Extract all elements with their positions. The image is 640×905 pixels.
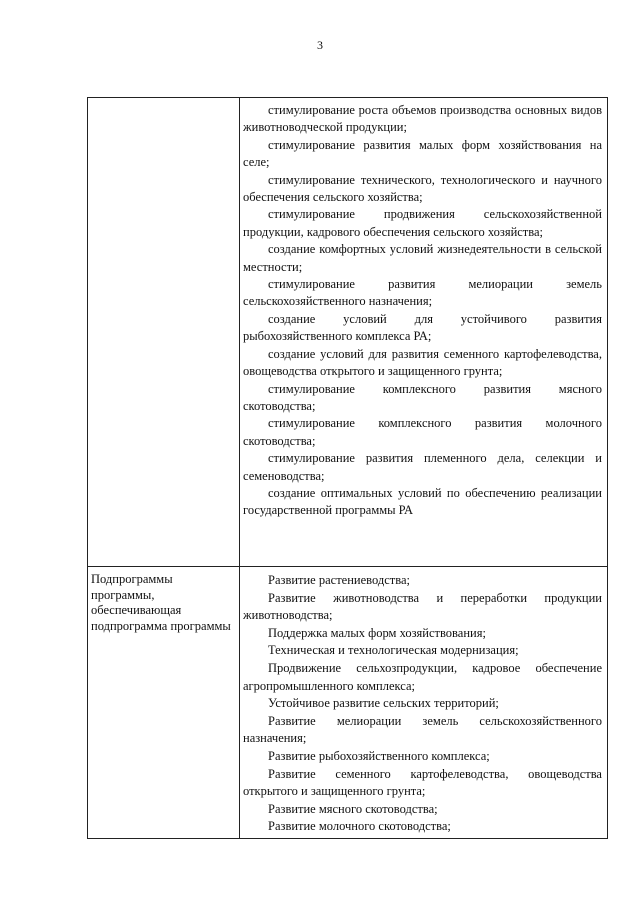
list-item: Устойчивое развитие сельских территорий;: [268, 696, 499, 711]
table-row: [88, 567, 608, 839]
list-item: стимулирование развития мелиорации земель сельскохозяйственного назначения;: [243, 277, 602, 309]
list-item: стимулирование комплексного развития молочного скотоводства;: [243, 416, 602, 448]
list-item: стимулирование комплексного развития мясного скотоводства;: [243, 381, 602, 413]
list-item: Развитие молочного скотоводства;: [268, 819, 451, 834]
row-content-cell: [240, 98, 608, 567]
list-item: стимулирование технического, технологического и научного обеспечения сельского хозяйства;: [243, 172, 602, 205]
list-item: Развитие семенного картофелеводства, овощеводства открытого и защищенного грунта;: [243, 766, 602, 799]
list-item: создание условий для устойчивого развития рыбохозяйственного комплекса РА;: [243, 311, 602, 344]
row-label-cell: [88, 567, 240, 839]
list-item: Техническая и технологическая модернизация;: [268, 643, 519, 658]
list-item: Развитие растениеводства;: [268, 573, 410, 587]
row-label-cell: [88, 98, 240, 567]
list-item: Развитие мелиорации земель сельскохозяйственного назначения;: [243, 713, 602, 746]
row-content-cell: [240, 567, 608, 839]
list-item: стимулирование развития племенного дела, селекции и семеноводства;: [243, 451, 602, 483]
list-item: Продвижение сельхозпродукции, кадровое обеспечение агропромышленного комплекса;: [243, 660, 602, 693]
list-item: создание условий для развития семенного картофелеводства, овощеводства открытого и защищенного грунта;: [243, 346, 602, 379]
list-item: создание оптимальных условий по обеспечению реализации государственной программы РА: [243, 485, 602, 518]
page-number: 3: [317, 38, 323, 52]
list-item: Поддержка малых форм хозяйствования;: [268, 625, 486, 640]
program-passport-table: [87, 97, 608, 839]
list-item: создание комфортных условий жизнедеятельности в сельской местности;: [243, 242, 602, 274]
row-label: Подпрограммы программы, обеспечивающая подпрограмма программы: [91, 572, 231, 634]
list-item: стимулирование роста объемов производства основных видов животноводческой продукции;: [243, 103, 602, 135]
list-item: Развитие животноводства и переработки продукции животноводства;: [243, 590, 602, 623]
list-item: стимулирование продвижения сельскохозяйственной продукции, кадрового обеспечения сельского хозяйства;: [243, 207, 602, 239]
list-item: Развитие рыбохозяйственного комплекса;: [268, 748, 490, 763]
list-item: Развитие мясного скотоводства;: [268, 801, 438, 816]
list-item: стимулирование развития малых форм хозяйствования на селе;: [243, 137, 602, 170]
table-row: [88, 98, 608, 567]
